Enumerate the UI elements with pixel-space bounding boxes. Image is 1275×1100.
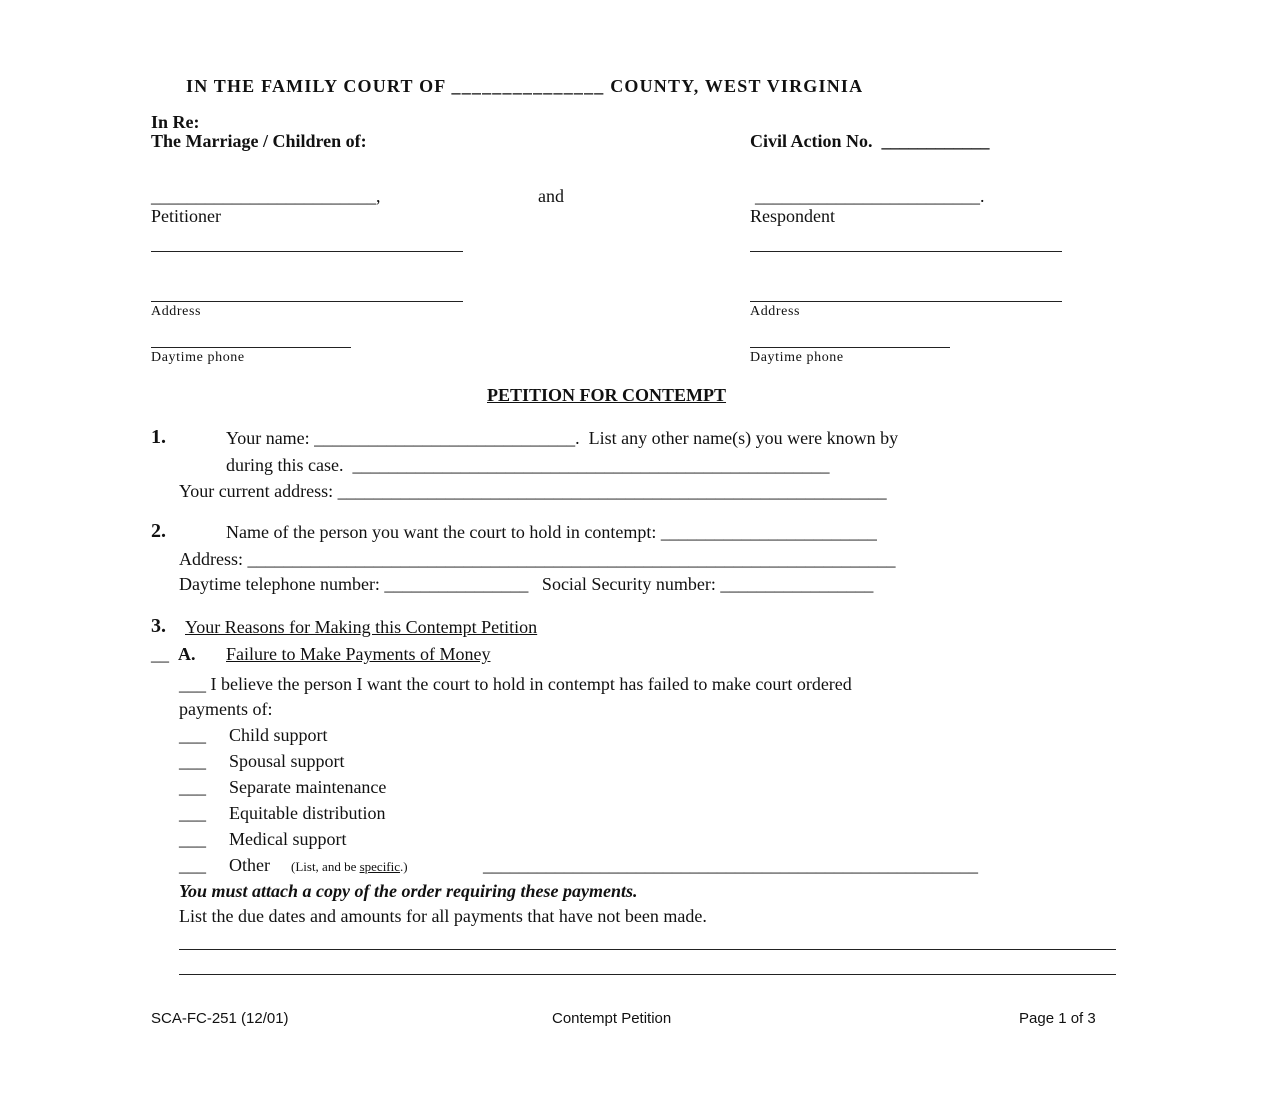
footer-form-id: SCA-FC-251 (12/01)	[151, 1010, 289, 1027]
other-paren-close: .)	[400, 859, 408, 874]
item-checkbox-other[interactable]: ___	[179, 855, 206, 875]
respondent-phone-line[interactable]	[750, 347, 950, 348]
list-due-dates-instruction: List the due dates and amounts for all payments that have not been made.	[179, 906, 707, 926]
and-label: and	[538, 186, 564, 206]
must-attach-notice: You must attach a copy of the order requiring these payments.	[179, 881, 638, 901]
other-description-field[interactable]: _______________________________________________________	[483, 855, 978, 875]
item-checkbox-separate-maintenance[interactable]: ___	[179, 777, 206, 797]
petitioner-name-field[interactable]: _________________________,	[151, 186, 381, 206]
section-a-checkbox[interactable]: __	[151, 644, 169, 664]
section-2-number: 2.	[151, 520, 166, 542]
contempt-person-name-field[interactable]: Name of the person you want the court to hold in contempt: ________________________	[226, 522, 877, 542]
belief-statement-checkbox[interactable]: ___ I believe the person I want the court to hold in contempt has failed to make court ordered	[179, 674, 852, 694]
petitioner-address-line-2[interactable]	[151, 301, 463, 302]
other-instructions	[291, 859, 408, 875]
phone-ssn-field[interactable]: Daytime telephone number: ________________ Social Security number: _________________	[179, 574, 874, 594]
civil-action-field[interactable]: Civil Action No. ____________	[750, 131, 990, 151]
item-label-equitable-distribution: Equitable distribution	[229, 803, 386, 823]
respondent-name-field[interactable]: _________________________.	[755, 186, 985, 206]
due-dates-line-2[interactable]	[179, 974, 1116, 975]
your-name-field[interactable]: Your name: _____________________________. List any other name(s) you were known by	[226, 428, 899, 448]
other-specific: specific	[359, 859, 401, 874]
petitioner-phone-line[interactable]	[151, 347, 351, 348]
section-a-letter: A.	[178, 644, 196, 664]
item-label-spousal-support: Spousal support	[229, 751, 345, 771]
form-title: PETITION FOR CONTEMPT	[487, 385, 727, 405]
respondent-label: Respondent	[750, 206, 835, 226]
item-label-medical-support: Medical support	[229, 829, 347, 849]
item-label-separate-maintenance: Separate maintenance	[229, 777, 387, 797]
current-address-field[interactable]: Your current address: _____________________________________________________________	[179, 481, 887, 501]
respondent-address-label: Address	[750, 304, 801, 319]
item-checkbox-child-support[interactable]: ___	[179, 725, 206, 745]
belief-statement-continued: payments of:	[179, 699, 273, 719]
respondent-phone-label: Daytime phone	[750, 350, 844, 365]
petitioner-label: Petitioner	[151, 206, 221, 226]
section-3-number: 3.	[151, 615, 166, 637]
petitioner-phone-label: Daytime phone	[151, 350, 245, 365]
item-label-child-support: Child support	[229, 725, 328, 745]
item-label-other: Other	[229, 855, 270, 875]
due-dates-line-1[interactable]	[179, 949, 1116, 950]
court-title: IN THE FAMILY COURT OF _______________ COUNTY, WEST VIRGINIA	[186, 76, 864, 96]
reasons-heading: Your Reasons for Making this Contempt Petition	[185, 617, 538, 637]
section-1-number: 1.	[151, 426, 166, 448]
item-checkbox-spousal-support[interactable]: ___	[179, 751, 206, 771]
footer-page-number: Page 1 of 3	[1019, 1010, 1096, 1027]
item-checkbox-equitable-distribution[interactable]: ___	[179, 803, 206, 823]
contempt-person-address-field[interactable]: Address: ________________________________________________________________________	[179, 549, 896, 569]
in-re-label: In Re:	[151, 112, 200, 132]
section-a-heading: Failure to Make Payments of Money	[226, 644, 491, 664]
footer-form-name: Contempt Petition	[552, 1010, 672, 1027]
other-names-field[interactable]: during this case. _____________________________________________________	[226, 455, 830, 475]
respondent-address-line-1[interactable]	[750, 251, 1062, 252]
petitioner-address-label: Address	[151, 304, 202, 319]
petitioner-address-line-1[interactable]	[151, 251, 463, 252]
item-checkbox-medical-support[interactable]: ___	[179, 829, 206, 849]
marriage-children-label: The Marriage / Children of:	[151, 131, 367, 151]
other-paren-open: (List, and be	[291, 859, 360, 874]
respondent-address-line-2[interactable]	[750, 301, 1062, 302]
